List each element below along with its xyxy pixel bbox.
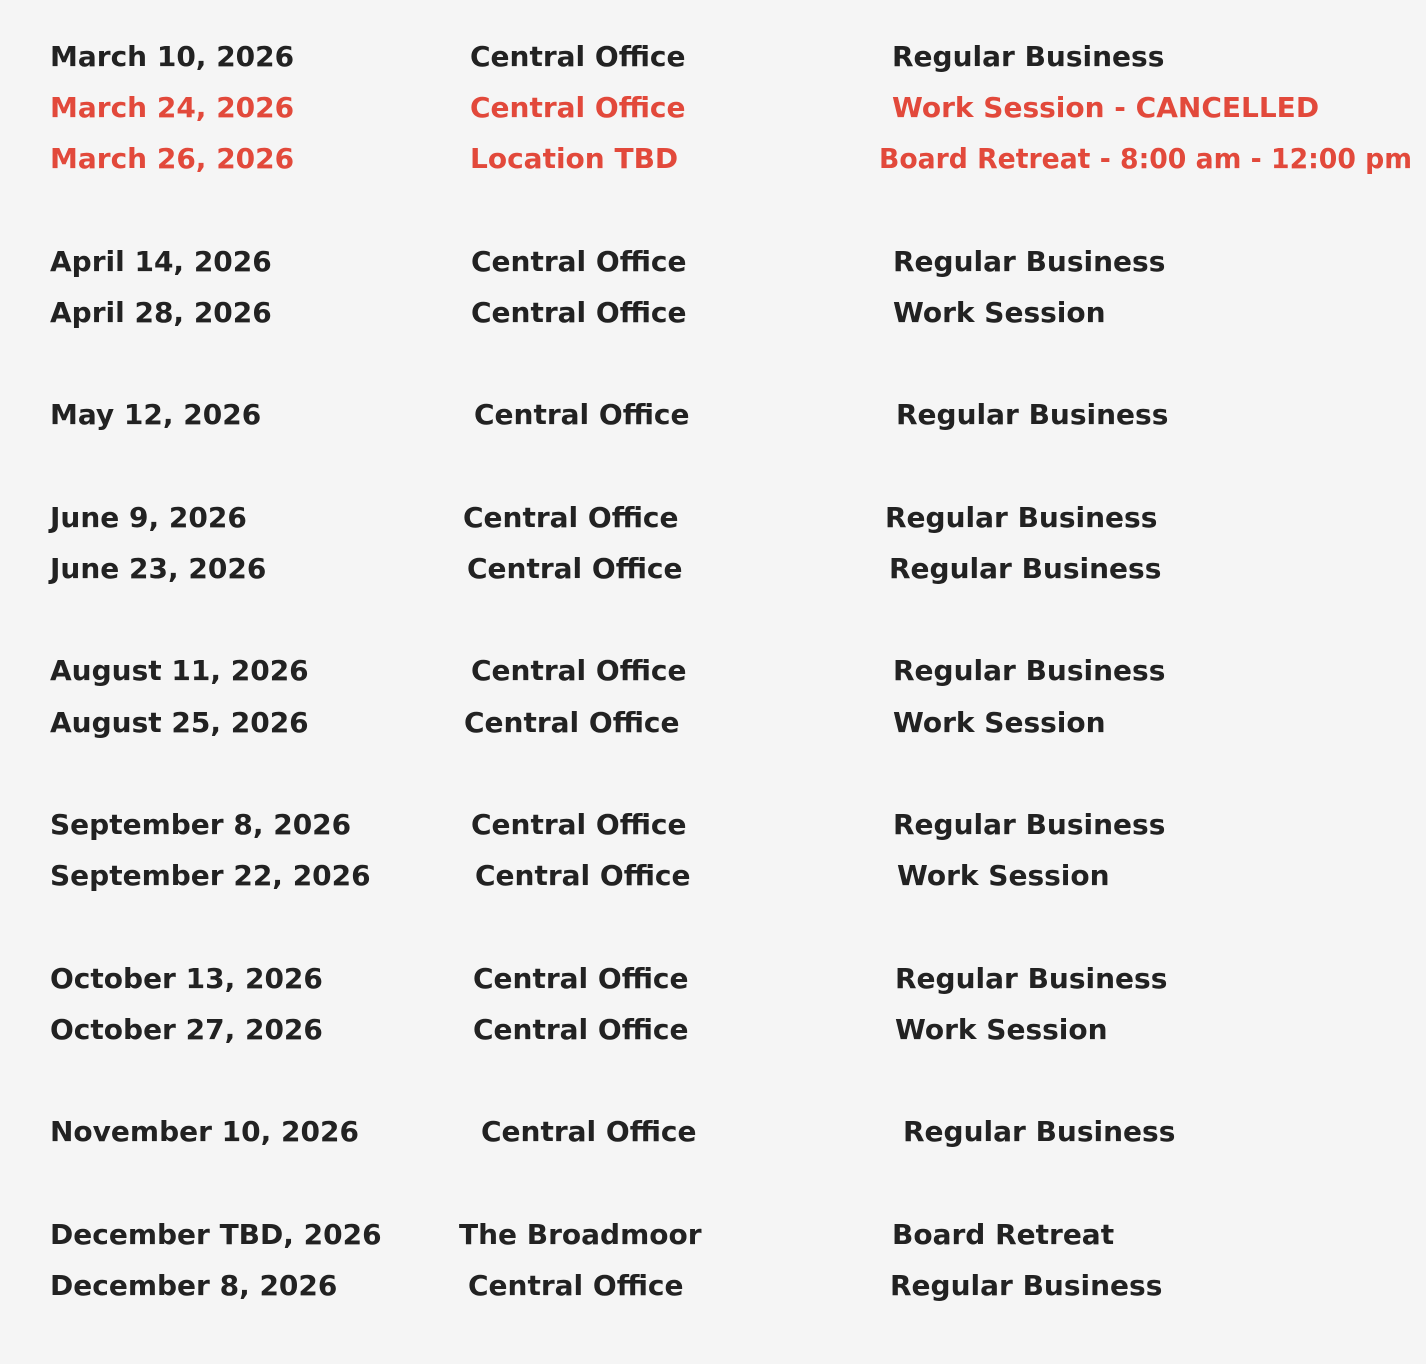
meeting-location: Central Office [474,398,690,431]
meeting-row [0,959,1426,999]
meeting-date: March 26, 2026 [50,142,295,175]
meeting-date: June 23, 2026 [50,552,267,585]
meeting-type: Regular Business [893,654,1166,687]
meeting-location: Central Office [471,245,687,278]
meeting-location: Central Office [471,296,687,329]
meeting-location: Central Office [471,654,687,687]
meeting-location: Central Office [463,501,679,534]
meeting-type: Regular Business [893,245,1166,278]
meeting-type: Regular Business [903,1115,1176,1148]
meeting-location: Central Office [481,1115,697,1148]
meeting-date: August 25, 2026 [50,706,309,739]
meeting-type: Regular Business [892,40,1165,73]
meeting-row [0,1112,1426,1152]
meeting-date: October 27, 2026 [50,1013,323,1046]
meeting-type: Work Session [893,706,1106,739]
meeting-location: Central Office [473,962,689,995]
meeting-date: December TBD, 2026 [50,1218,382,1251]
meeting-type: Regular Business [885,501,1158,534]
meeting-date: December 8, 2026 [50,1269,338,1302]
meeting-location: Central Office [470,40,686,73]
meeting-row [0,1010,1426,1050]
meeting-location: Location TBD [470,142,679,175]
meeting-type: Regular Business [895,962,1168,995]
meeting-date: April 28, 2026 [50,296,272,329]
meeting-row [0,856,1426,896]
meeting-row [0,37,1426,77]
meeting-row [0,651,1426,691]
meeting-date: October 13, 2026 [50,962,323,995]
meeting-row [0,805,1426,845]
meeting-date: November 10, 2026 [50,1115,359,1148]
meeting-date: March 10, 2026 [50,40,295,73]
meeting-location: Central Office [471,808,687,841]
meeting-date: April 14, 2026 [50,245,272,278]
meeting-date: September 8, 2026 [50,808,352,841]
meeting-location: Central Office [467,552,683,585]
meeting-row-cancelled [0,88,1426,128]
meeting-location: Central Office [473,1013,689,1046]
meeting-type: Board Retreat [892,1218,1115,1251]
meeting-location: The Broadmoor [459,1218,702,1251]
meeting-date: September 22, 2026 [50,859,371,892]
meeting-row [0,395,1426,435]
meeting-row [0,1215,1426,1255]
meeting-type: Work Session [893,296,1106,329]
meeting-location: Central Office [468,1269,684,1302]
meeting-location: Central Office [475,859,691,892]
meeting-row [0,1266,1426,1306]
meeting-type: Work Session [895,1013,1108,1046]
meeting-type: Board Retreat - 8:00 am - 12:00 pm [879,142,1413,175]
meeting-row [0,703,1426,743]
meeting-date: March 24, 2026 [50,91,295,124]
meeting-row [0,549,1426,589]
meeting-type: Regular Business [889,552,1162,585]
meeting-row [0,293,1426,333]
meeting-location: Central Office [464,706,680,739]
meeting-type: Regular Business [893,808,1166,841]
meeting-type: Work Session - CANCELLED [892,91,1320,124]
meeting-row-retreat [0,139,1426,179]
meeting-date: May 12, 2026 [50,398,262,431]
meeting-row [0,498,1426,538]
meeting-date: June 9, 2026 [50,501,247,534]
meeting-type: Regular Business [890,1269,1163,1302]
meeting-location: Central Office [470,91,686,124]
meeting-row [0,242,1426,282]
meeting-type: Regular Business [896,398,1169,431]
meeting-date: August 11, 2026 [50,654,309,687]
meeting-type: Work Session [897,859,1110,892]
